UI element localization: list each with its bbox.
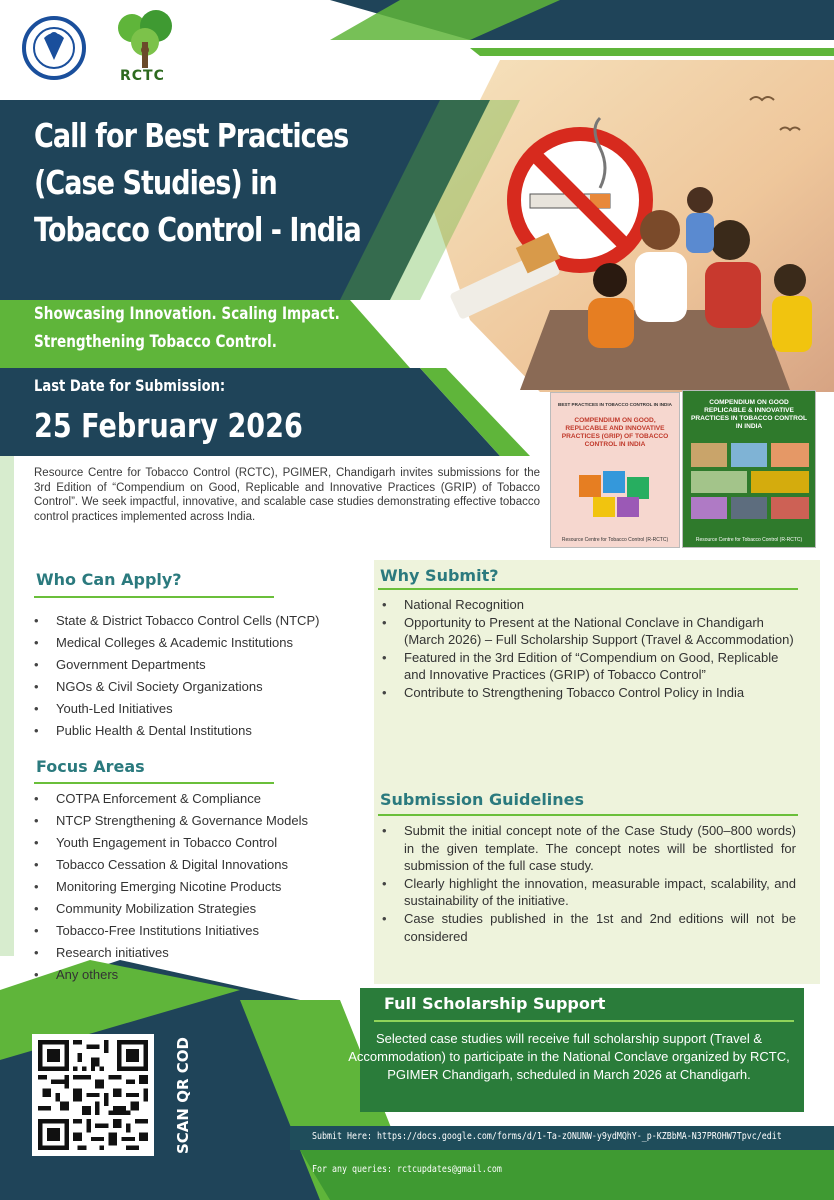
- tagline-line-1: Showcasing Innovation. Scaling Impact.: [34, 304, 340, 324]
- list-item: • NTCP Strengthening & Governance Models: [34, 812, 372, 834]
- why-submit-list: [382, 596, 796, 702]
- compendium-book-cover-1: [550, 392, 680, 548]
- focus-areas-heading: Focus Areas: [36, 757, 145, 776]
- submission-guidelines-heading: Submission Guidelines: [380, 790, 585, 809]
- title-line-1: Call for Best Practices: [34, 116, 349, 155]
- compendium-book-cover-2: [682, 390, 816, 548]
- puzzle-illustration: [573, 465, 659, 521]
- title-line-2: (Case Studies) in: [34, 163, 277, 202]
- list-item: • Any others: [34, 966, 372, 988]
- list-item: • Tobacco-Free Institutions Initiatives: [34, 922, 372, 944]
- list-item: • Featured in the 3rd Edition of “Compendium on Good, Replicable and Innovative Practices (GRIP) of Tobacco Control”: [382, 649, 796, 684]
- qr-code-pattern: [38, 1040, 148, 1150]
- why-submit-heading: Why Submit?: [380, 566, 499, 585]
- intro-paragraph: Resource Centre for Tobacco Control (RCTC), PGIMER, Chandigarh invites submissions for the 3rd Edition of “Compendium on Good, Replicable and Innovative Practices (GRIP) of Tobacco Control”. We seek impactful, innovative, and scalable case studies demonstrating effective tobacco control practices implemented across India.: [34, 467, 540, 523]
- list-item: • Government Departments: [34, 656, 372, 678]
- book2-footer: Resource Centre for Tobacco Control (R-RCTC): [695, 537, 803, 543]
- health-illustration: [430, 60, 834, 390]
- submission-guidelines-list: [382, 822, 796, 945]
- focus-heading-underline: [34, 782, 274, 784]
- list-item: • COTPA Enforcement & Compliance: [34, 790, 372, 812]
- pgimer-logo: [22, 8, 86, 88]
- list-item: • Community Mobilization Strategies: [34, 900, 372, 922]
- qr-code[interactable]: [32, 1034, 154, 1156]
- why-heading-underline: [378, 588, 798, 590]
- scholarship-heading: Full Scholarship Support: [384, 994, 606, 1013]
- scan-qr-label: SCAN QR CODE: [174, 1036, 192, 1154]
- tagline: [34, 300, 340, 356]
- list-item: • Monitoring Emerging Nicotine Products: [34, 878, 372, 900]
- focus-areas-list: [34, 790, 372, 988]
- book1-title: COMPENDIUM ON GOOD, REPLICABLE AND INNOVATIVE PRACTICES (GRIP) OF TOBACCO CONTROL IN INDIA: [561, 417, 669, 448]
- list-item: • Research initiatives: [34, 944, 372, 966]
- contact-email[interactable]: For any queries: rctcupdates@gmail.com: [312, 1164, 502, 1175]
- list-item: • Medical Colleges & Academic Institutions: [34, 634, 372, 656]
- scholarship-heading-underline: [374, 1020, 794, 1022]
- book1-footer: Resource Centre for Tobacco Control (R-RCTC): [561, 537, 669, 543]
- list-item: • Tobacco Cessation & Digital Innovations: [34, 856, 372, 878]
- photo-collage: [691, 443, 809, 519]
- guidelines-heading-underline: [378, 814, 798, 816]
- who-can-apply-heading: Who Can Apply?: [36, 570, 182, 589]
- list-item: • Submit the initial concept note of the Case Study (500–800 words) in the given template. The concept notes will be shortlisted for submission of the full case study.: [382, 822, 796, 875]
- tagline-line-2: Strengthening Tobacco Control.: [34, 332, 277, 352]
- deadline-date: 25 February 2026: [34, 406, 303, 445]
- list-item: • Youth-Led Initiatives: [34, 700, 372, 722]
- list-item: • National Recognition: [382, 596, 796, 614]
- who-heading-underline: [34, 596, 274, 598]
- title-line-3: Tobacco Control - India: [34, 210, 361, 249]
- deadline-label: Last Date for Submission:: [34, 376, 226, 395]
- list-item: • Clearly highlight the innovation, measurable impact, scalability, and sustainability of the initiative.: [382, 875, 796, 910]
- list-item: • Contribute to Strengthening Tobacco Control Policy in India: [382, 684, 796, 702]
- book2-title: COMPENDIUM ON GOOD REPLICABLE & INNOVATIVE PRACTICES IN TOBACCO CONTROL IN INDIA: [690, 399, 807, 430]
- list-item: • Case studies published in the 1st and 2nd editions will not be considered: [382, 910, 796, 945]
- submit-link[interactable]: Submit Here: https://docs.google.com/forms/d/1-Ta-zONUNW-y9ydMQhY-_p-KZBbMA-N37PROHW7Tpvc/edit: [312, 1131, 782, 1142]
- scholarship-text: Selected case studies will receive full scholarship support (Travel & Accommodation) to participate in the National Conclave organized by RCTC, PGIMER Chandigarh, scheduled in March 2026 at Chandigarh.: [348, 1031, 790, 1082]
- book1-top-text: BEST PRACTICES IN TOBACCO CONTROL IN INDIA: [558, 402, 672, 407]
- rctc-logo-text: RCTC: [120, 68, 165, 84]
- scan-qr-label-wrapper: [160, 1036, 200, 1158]
- list-item: • NGOs & Civil Society Organizations: [34, 678, 372, 700]
- list-item: • Youth Engagement in Tobacco Control: [34, 834, 372, 856]
- list-item: • Opportunity to Present at the National Conclave in Chandigarh (March 2026) – Full Scholarship Support (Travel & Accommodation): [382, 614, 796, 649]
- rctc-logo: [112, 8, 178, 88]
- list-item: • State & District Tobacco Control Cells (NTCP): [34, 612, 372, 634]
- who-can-apply-list: [34, 612, 372, 744]
- list-item: • Public Health & Dental Institutions: [34, 722, 372, 744]
- page-title: [34, 112, 378, 253]
